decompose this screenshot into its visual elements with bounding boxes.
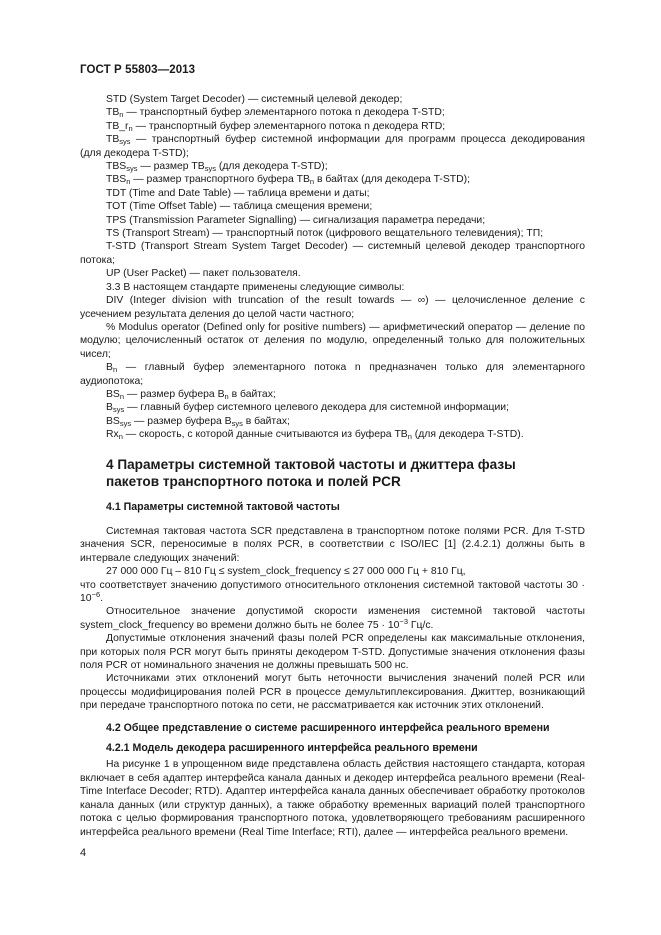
definition-text: TPS (Transmission Parameter Signalling) — сигнализация параметра передачи; xyxy=(106,214,486,226)
definition-text: в байтах; xyxy=(228,388,276,400)
definition-text: TBS xyxy=(106,174,127,186)
definition-text: — размер TB xyxy=(137,161,205,173)
subscript: sys xyxy=(126,164,138,174)
subscript: n xyxy=(126,177,131,187)
paragraph-rate xyxy=(80,605,585,632)
definition-text: — транспортный буфер элементарного потока n декодера T-STD; xyxy=(123,107,445,119)
definition-text: — размер буфера B xyxy=(124,388,225,400)
formula-clock-frequency: 27 000 000 Гц – 810 Гц ≤ system_clock_frequency ≤ 27 000 000 Гц + 810 Гц, xyxy=(106,566,466,578)
definition-item xyxy=(80,415,585,428)
definition-item xyxy=(80,240,585,267)
section-4-2-heading: 4.2 Общее представление о системе расширенного интерфейса реального времени xyxy=(106,721,550,734)
definition-item xyxy=(80,160,585,173)
paragraph-phase: Допустимые отклонения значений фазы полей PCR определены как максимальные отклонения, при которых поля PCR могут быть приняты декодером T-STD. Допустимые значения отклонения фазы поля PCR от номинального значения не должны превышать 500 нс. xyxy=(80,633,585,672)
definition-text: — скорость, с которой данные считываются из буфера TB xyxy=(122,429,408,441)
definition-text: TB xyxy=(106,134,120,146)
paragraph-deviation-text: что соответствует значению допустимого относительного отклонения системной тактовой частоты 30 · 10 xyxy=(80,579,585,604)
definition-text: — транспортный буфер системной информации для программ процесса декодирования (для декодера T-STD); xyxy=(80,134,585,159)
definition-item xyxy=(80,321,585,361)
definitions-list xyxy=(80,93,585,442)
definition-item xyxy=(80,106,585,119)
definition-text: — главный буфер элементарного потока n предназначен только для элементарного аудиопотока; xyxy=(80,362,585,387)
definition-text: — транспортный буфер элементарного потока n декодера RTD; xyxy=(132,120,446,132)
definition-text: в байтах; xyxy=(242,415,290,427)
definition-item xyxy=(80,388,585,401)
definition-text: B xyxy=(106,402,113,414)
definition-text: TB_r xyxy=(106,120,129,132)
definition-text: DIV (Integer division with truncation of the result towards — ∞) — целочисленное деление с усечением результата деления до целой части частного; xyxy=(80,295,585,320)
definition-text: T-STD (Transport Stream System Target Decoder) — системный целевой декодер транспортного потока; xyxy=(80,241,585,266)
paragraph-deviation xyxy=(80,579,585,606)
subscript: n xyxy=(309,177,315,187)
definition-item xyxy=(80,361,585,388)
subscript: sys xyxy=(112,405,125,415)
subscript: n xyxy=(119,110,124,120)
section-4-heading: 4 Параметры системной тактовой частоты и джиттера фазы пакетов транспортного потока и полей PCR xyxy=(106,456,516,489)
subscript: n xyxy=(118,432,123,442)
definition-item xyxy=(80,267,585,280)
subscript: sys xyxy=(231,418,243,428)
definition-text: (для декодера T-STD); xyxy=(215,161,328,173)
exponent: −3 xyxy=(399,616,408,626)
definition-item xyxy=(80,120,585,133)
definition-text: BS xyxy=(106,415,120,427)
subscript: n xyxy=(128,123,133,133)
paragraph-rtd-model: На рисунке 1 в упрощенном виде представлена область действия настоящего стандарта, которая включает в себя адаптер интерфейса канала данных и декодер интерфейса реального времени (Real-Time Interface Decoder; RTD). Адаптер интерфейса канала данных обеспечивает обработку протоколов канала данных (или структур данных), а также обработку временных вариаций полей транспортного потока с целью формирования транспортного потока, удовлетворяющего требованиям расширенного интерфейса реального времени (Real Time Interface; RTI), далее — интерфейса реального времени. xyxy=(80,759,585,838)
definition-text: — размер транспортного буфера TB xyxy=(130,174,310,186)
definition-text: в байтах (для декодера T-STD); xyxy=(314,174,470,186)
exponent: −6 xyxy=(91,590,101,599)
subscript: sys xyxy=(119,137,131,147)
paragraph-sources: Источниками этих отклонений могут быть неточности вычисления значений полей PCR или процессы модифицирования полей PCR в процессе демультиплексирования. Джиттер, возникающий при передаче транспортного потока по сети, не рассматривается как источник этих отклонений. xyxy=(80,673,585,712)
definition-item xyxy=(80,281,585,294)
document-header: ГОСТ Р 55803—2013 xyxy=(80,64,196,76)
paragraph-scr: Системная тактовая частота SCR представлена в транспортном потоке полями PCR. Для T-STD значения SCR, переносимые в полях PCR, в соответствии с ISO/IEC [1] (2.4.2.1) должны быть в интервале следующих значений: xyxy=(80,525,585,564)
definition-item xyxy=(80,93,585,106)
definition-text: — размер буфера B xyxy=(131,415,232,427)
definition-text: (для декодера T-STD). xyxy=(411,429,524,441)
definition-text: B xyxy=(106,362,113,374)
definition-item xyxy=(80,401,585,414)
subscript: n xyxy=(119,391,125,401)
definition-text: TDT (Time and Date Table) — таблица времени и даты; xyxy=(106,187,370,199)
definition-text: BS xyxy=(106,388,120,400)
paragraph-rate-end: Гц/с. xyxy=(408,619,434,631)
definition-item xyxy=(80,428,585,441)
section-4-2-1-heading: 4.2.1 Модель декодера расширенного интерфейса реального времени xyxy=(106,742,478,755)
page-content xyxy=(80,93,585,839)
definition-item xyxy=(80,214,585,227)
definition-text: TS (Transport Stream) — транспортный поток (цифрового вещательного телевидения); ТП; xyxy=(106,228,544,240)
definition-item xyxy=(80,200,585,213)
definition-text: TBS xyxy=(106,161,127,173)
definition-text: Rx xyxy=(106,429,119,441)
paragraph-rate-text: Относительное значение допустимой скорости изменения системной тактовой частоты system_clock_frequency во времени должно быть не более 75 · 10 xyxy=(80,606,585,631)
paragraph-deviation-end: . xyxy=(100,593,104,604)
subscript: n xyxy=(112,365,118,375)
definition-text: 3.3 В настоящем стандарте применены следующие символы: xyxy=(106,281,405,293)
subscript: sys xyxy=(119,418,132,428)
definition-text: TB xyxy=(106,107,120,119)
page-number: 4 xyxy=(80,847,87,859)
definition-item xyxy=(80,133,585,160)
definition-text: % Modulus operator (Defined only for positive numbers) — арифметический оператор — деление по модулю; целочисленный остаток от деления по модулю, определенный только для положительных чисел; xyxy=(80,321,585,360)
subscript: sys xyxy=(204,164,216,174)
section-4-1-heading: 4.1 Параметры системной тактовой частоты xyxy=(106,500,340,513)
subscript: n xyxy=(407,432,412,442)
definition-text: UP (User Packet) — пакет пользователя. xyxy=(106,268,301,280)
definition-item xyxy=(80,294,585,321)
definition-item xyxy=(80,187,585,200)
definition-text: TOT (Time Offset Table) — таблица смещения времени; xyxy=(106,201,373,213)
definition-item xyxy=(80,173,585,186)
definition-text: — главный буфер системного целевого декодера для системной информации; xyxy=(124,402,509,414)
subscript: n xyxy=(224,391,229,401)
definition-item xyxy=(80,227,585,240)
definition-text: STD (System Target Decoder) — системный целевой декодер; xyxy=(106,94,403,105)
